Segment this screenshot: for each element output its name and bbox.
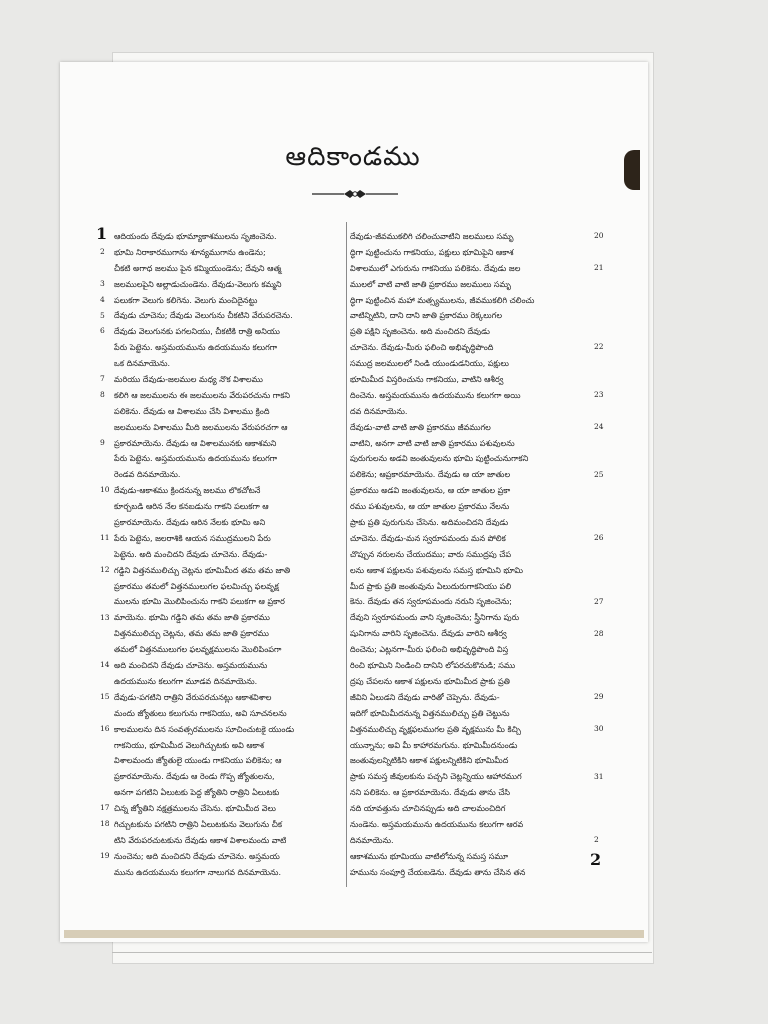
text-line: దేవుడు-ఆకాశము క్రిందనున్న జలము లొకచోటనే — [114, 486, 261, 496]
text-line: నది యావత్తును చూచినప్పుడు అది చాలమంచిదిగ — [350, 804, 506, 814]
text-line: ఉదయమును కలుగగా మూడవ దినమాయెను. — [114, 676, 258, 686]
text-line: లను ఆకాశ పక్షులను పశువులను సమస్త భూమిని భూమి — [350, 565, 523, 575]
verse-number: 15 — [100, 692, 110, 702]
text-line: పెట్టెను. అది మంచిదని దేవుడు చూచెను. దేవుడు- — [114, 549, 268, 559]
text-line: విశాలములో ఎగురును గాకనియు పలికెను. దేవుడు జల — [350, 263, 521, 273]
verse-number: 11 — [100, 533, 110, 543]
text-line: కలిగి ఆ జలములను ఈ జలములను వేరుపరచును గాకని — [114, 390, 290, 400]
book-title: ఆదికాండము — [285, 142, 421, 172]
column-divider — [346, 222, 347, 887]
verse-number: 8 — [100, 390, 105, 399]
text-line: ఒక దినమాయెను. — [114, 359, 171, 369]
text-line: వాటిన్నిటిని, దాని దాని జాతి ప్రకారము రెక్కలుగల — [350, 311, 502, 321]
verse-number: 21 — [594, 262, 604, 272]
chapter-number: 2 — [590, 850, 602, 869]
text-line: కూర్చబడి ఆరిన నేల కనబడును గాకని పలుకగా ఆ — [114, 502, 269, 512]
text-line: మరియు దేవుడు-జలముల మధ్య నొక విశాలము — [114, 375, 263, 385]
text-line: జంతువులన్నిటికిని ఆకాశ పక్షులన్నిటికిని భూమిమీద — [350, 756, 509, 766]
text-line: తమలో విత్తనములుగల ఫలవృక్షములను మొలిపింపగా — [114, 645, 282, 655]
verse-number: 3 — [100, 278, 105, 288]
text-line: దేవుడు-జీవముకలిగి చలించువాటిని జలములు సమృ — [350, 232, 514, 241]
text-line: పేరు పెట్టెను, జలరాశికి ఆయన సముద్రములని పేరు — [114, 533, 271, 543]
text-line: చిన్న జ్యోతిని నక్షత్రములను చేసెను. భూమిమీద వెలు — [114, 804, 276, 814]
verse-number: 12 — [100, 564, 110, 574]
chapter-number: 1 — [96, 224, 108, 243]
verse-number: 9 — [100, 437, 105, 447]
text-line: ద్ధిగా పుట్టించును గాకనియు, పక్షులు భూమిపైని ఆకాశ — [350, 247, 514, 257]
text-line: దవ దినమాయెను. — [350, 406, 408, 416]
text-line: షునిగాను వారిని సృజించెను. దేవుడు వారిని ఆశీర్వ — [350, 629, 507, 639]
text-line: జీవిని ఏలుడని దేవుడు వారితో చెప్పెను. దేవుడు- — [350, 692, 500, 702]
text-line: రము పశువులను, ఆ యా జాతుల ప్రకారము నేలను — [350, 502, 510, 512]
text-line: ప్రకారము తమలో విత్తనములుగల ఫలమిచ్చు ఫలవృక్ష — [114, 581, 279, 591]
text-line: భూమిమీద విస్తరించును గాకనియు, వాటిని ఆశీర్వ — [350, 375, 504, 385]
verse-number: 26 — [594, 533, 604, 543]
text-line: ఆకాశమును భూమియు వాటిలోనున్న సమస్త సమూ — [350, 851, 509, 861]
text-line: అది మంచిదని దేవుడు చూచెను. అస్తమయమును — [114, 661, 268, 671]
text-line: వాటిని, అనగా వాటి వాటి జాతి ప్రకారము పశువులను — [350, 438, 515, 448]
title-ornament — [310, 186, 400, 202]
text-line: పలికెను; ఆప్రకారమాయెను. దేవుడు ఆ యా జాతుల — [350, 470, 511, 480]
text-line: పలికెను. దేవుడు ఆ విశాలము చేసి విశాలము క్రింది — [114, 406, 270, 416]
verse-number: 19 — [100, 851, 110, 861]
verse-number: 23 — [594, 390, 604, 399]
verse-number: 10 — [100, 485, 110, 495]
text-line: రెండవ దినమాయెను. — [114, 470, 181, 480]
text-line: రించి భూమిని నిండించి దానిని లోపరచుకొనుడి; సము — [350, 661, 516, 671]
text-line: దేవుడు చూచెను; దేవుడు వెలుగును చీకటిని వేరుపరచెను. — [114, 311, 293, 321]
text-line: దేవుడు-వాటి వాటి జాతి ప్రకారము జీవముగల — [350, 422, 491, 432]
verse-number: 25 — [594, 469, 604, 479]
text-line: దించెను. అస్తమయమును ఉదయమును కలుగగా అయి — [350, 390, 521, 400]
verse-number: 16 — [100, 723, 110, 733]
text-line: కాలములను దిన సంవత్సరములను సూచించుటకై యుండు — [114, 724, 295, 734]
text-line: సముద్ర జలములలో నిండి యుండుడనియు, పక్షులు — [350, 359, 509, 369]
text-line: జలములపైని అల్లాడుచుండెను. దేవుడు-వెలుగు కమ్మని — [114, 279, 282, 289]
verse-number: 30 — [594, 723, 604, 733]
text-line: పలుకగా వెలుగు కలిగెను. వెలుగు మంచిదైనట్టు — [114, 295, 258, 305]
text-line: యున్నాను; అవి మీ కాహారమగును. భూమిమీదనుండు — [350, 740, 518, 750]
text-line: ములలో వాటి వాటి జాతి ప్రకారము జలములు సమృ — [350, 279, 511, 289]
page-bottom-edge — [112, 952, 652, 953]
text-line: ప్రకారమాయెను. దేవుడు ఆ విశాలమునకు ఆకాశమని — [114, 438, 277, 448]
text-line: చూచెను. దేవుడు-మీరు ఫలించి అభివృద్ధిపొంది — [350, 343, 494, 353]
text-line: ప్రతి పక్షిని సృజించెను. అది మంచిదని దేవుడు — [350, 327, 490, 337]
text-line: మందు జ్యోతులు కలుగును గాకనియు, అవి సూచనలను — [114, 708, 287, 718]
text-line: చీకటి అగాధ జలము పైన కమ్మియుండెను; దేవుని ఆత్మ — [114, 263, 282, 273]
verse-number: 13 — [100, 612, 110, 622]
text-line: ప్రాకు సమస్త జీవులకును పచ్చని చెట్లన్నియు ఆహారముగ — [350, 772, 522, 782]
verse-number: 18 — [100, 819, 110, 829]
text-line: ప్రకారమాయెను. దేవుడు ఆరిన నేలకు భూమి అని — [114, 518, 266, 528]
verse-number: 2 — [594, 835, 599, 845]
text-line: ద్ధిగా పుట్టించిన మహా మత్స్యములను, జీవముకలిగి చలించు — [350, 295, 535, 305]
text-line: నని పలికెను. ఆ ప్రకారమాయెను. దేవుడు తాను చేసి — [350, 788, 511, 798]
text-line: టిని వేరుపరచుటకును దేవుడు ఆకాశ విశాలమందు వాటి — [114, 835, 287, 845]
text-line: చూచెను. దేవుడు-మన స్వరూపమందు మన పోలిక — [350, 533, 506, 543]
verse-number: 24 — [594, 421, 604, 431]
text-line: పేరు పెట్టెను. అస్తమయమును ఉదయమును కలుగగా — [114, 454, 278, 464]
text-line: నుండెను. అస్తమయమును ఉదయమును కలుగగా ఆరవ — [350, 819, 524, 829]
text-line: విత్తనములిచ్చు వృక్షఫలముగల ప్రతి వృక్షమును మీ కిచ్చి — [350, 724, 521, 734]
page-underside-edge — [64, 930, 644, 938]
text-line: మీద ప్రాకు ప్రతి జంతువును ఏలుదురుగాకనియు పలి — [350, 581, 512, 591]
text-line: భూమి నిరాకారముగాను శూన్యముగాను ఉండెను; — [114, 247, 266, 257]
verse-number: 6 — [100, 326, 105, 336]
text-line: మాయెను. భూమి గడ్డిని తమ తమ జాతి ప్రకారము — [114, 613, 270, 623]
text-line: ప్రాకు ప్రతి పురుగును చేసెను. అదిమంచిదని దేవుడు — [350, 518, 509, 528]
text-line: పేరు పెట్టెను. అస్తమయమును ఉదయమును కలుగగా — [114, 343, 278, 353]
text-line: ప్రకారమాయెను. దేవుడు ఆ రెండు గొప్ప జ్యోతులను, — [114, 772, 275, 782]
text-line: ఆదియందు దేవుడు భూమ్యాకాశములను సృజించెను. — [114, 232, 277, 241]
verse-number: 5 — [100, 310, 105, 320]
verse-number: 4 — [100, 294, 105, 304]
text-line: దేవుని స్వరూపమందు వాని సృజించెను; స్త్రీనిగాను పురు — [350, 613, 520, 623]
text-line: గిచ్చుటకును పగటిని రాత్రిని ఏలుటకును వెలుగును చీక — [114, 819, 283, 829]
verse-number: 17 — [100, 803, 110, 813]
verse-number: 14 — [100, 660, 110, 670]
thumb-index-tab — [624, 150, 640, 190]
verse-number: 28 — [594, 628, 604, 638]
text-line: గడ్డిని విత్తనములిచ్చు చెట్లను భూమిమీద తమ తమ జాతి — [114, 565, 291, 575]
text-line: దేవుడు-పగటిని రాత్రిని వేరుపరచునట్లు ఆకాశవిశాల — [114, 692, 272, 702]
text-line: ప్రకారము అడవి జంతువులను, ఆ యా జాతుల ప్రకా — [350, 486, 511, 496]
text-line: విశాలమందు జ్యోతులై యుండు గాకనియు పలికెను; ఆ — [114, 756, 282, 766]
text-line: హమును సంపూర్తి చేయబడెను. దేవుడు తాను చేసిన తన — [350, 867, 526, 877]
verse-number: 31 — [594, 771, 604, 781]
verse-number: 29 — [594, 692, 604, 702]
text-line: నుంచెను; అది మంచిదని దేవుడు చూచెను. అస్తమయ — [114, 851, 280, 861]
verse-number: 7 — [100, 374, 105, 384]
text-line: దినమాయెను. — [350, 835, 394, 845]
text-line: ఇదిగో భూమిమీదనున్న విత్తనములిచ్చు ప్రతి చెట్టును — [350, 708, 510, 718]
text-line: కెను. దేవుడు తన స్వరూపమందు నరుని సృజించెను; — [350, 597, 512, 607]
verse-number: 20 — [594, 231, 604, 240]
verse-number: 27 — [594, 596, 604, 606]
text-line: జలములను విశాలము మీది జలములను వేరుపరచగా ఆ — [114, 422, 288, 432]
text-line: దించెను; ఎట్లనగా-మీరు ఫలించి అభివృద్ధిపొంది విస్త — [350, 645, 509, 655]
text-line: ద్రపు చేపలను ఆకాశ పక్షులను భూమిమీద ప్రాకు ప్రతి — [350, 676, 510, 686]
text-line: ములను భూమి మొలిపించును గాకని పలుకగా ఆ ప్రకార — [114, 597, 285, 607]
text-line: విత్తనములిచ్చు చెట్లను, తమ తమ జాతి ప్రకారము — [114, 629, 269, 639]
text-line: దేవుడు వెలుగునకు పగలనియు, చీకటికి రాత్రి అనియు — [114, 327, 280, 337]
text-line: పురుగులను అడవి జంతువులను భూమి పుట్టించునుగాకని — [350, 454, 529, 464]
text-line: మును ఉదయమును కలుగగా నాలుగవ దినమాయెను. — [114, 867, 281, 877]
verse-number: 2 — [100, 246, 105, 256]
text-line: గాకనియు, భూమిమీద వెలుగిచ్చుటకు అవి ఆకాశ — [114, 740, 265, 750]
right-column-text — [350, 229, 590, 881]
left-column-text — [114, 229, 344, 881]
text-line: అనగా పగటిని ఏలుటకు పెద్ద జ్యోతిని రాత్రిని ఏలుటకు — [114, 788, 280, 798]
text-line: చొప్పున నరులను చేయుదము; వారు సముద్రపు చేప — [350, 549, 512, 559]
verse-number: 22 — [594, 342, 604, 352]
